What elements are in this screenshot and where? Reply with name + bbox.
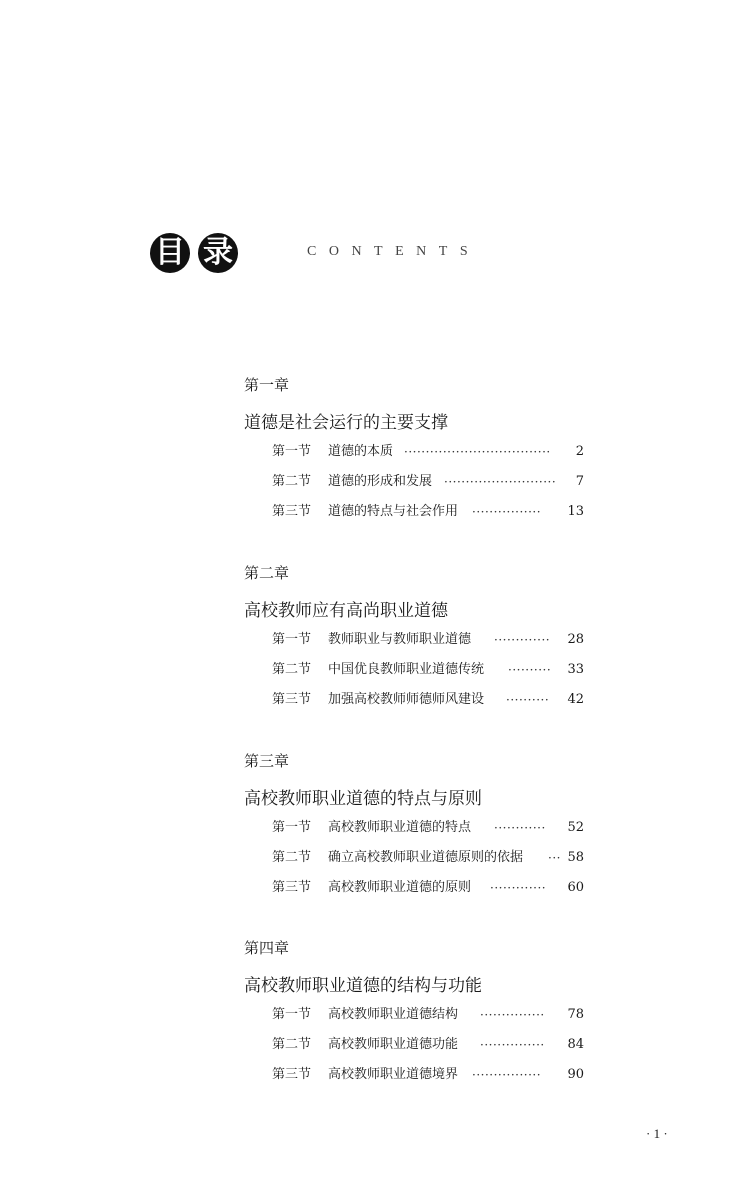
chapter-number: 第三章 [244,752,290,770]
page-number: 2 [575,444,584,459]
section-number: 第三节 [272,692,312,707]
page-number: 84 [567,1037,584,1052]
section-title: 高校教师职业道德的特点 [328,820,472,835]
section-title: 道德的特点与社会作用 [328,504,459,519]
page-number: 7 [575,474,584,489]
toc-entry[interactable] [272,1035,584,1055]
chapter-number: 第二章 [244,564,290,582]
toc-entry[interactable] [272,1065,584,1085]
chapter-4 [244,938,584,1082]
dot-leader: ··············· [480,1008,545,1022]
section-number: 第三节 [272,504,312,519]
dot-leader: ··· [548,851,561,865]
dot-leader: ············· [490,881,547,895]
section-number: 第一节 [272,444,312,459]
page-number: 28 [567,632,584,647]
dot-leader: ················ [472,1068,542,1082]
toc-title-char-2: 录 [198,233,238,273]
toc-header [150,228,238,278]
toc-entry[interactable] [272,660,584,680]
dot-leader: ·························· [444,475,557,489]
section-title: 道德的形成和发展 [328,474,433,489]
section-title: 高校教师职业道德功能 [328,1037,459,1052]
section-title: 道德的本质 [328,444,394,459]
section-number: 第二节 [272,662,312,677]
toc-entry[interactable] [272,818,584,838]
section-number: 第一节 [272,1007,312,1022]
section-title: 高校教师职业道德境界 [328,1067,459,1082]
section-number: 第三节 [272,1067,312,1082]
section-title: 加强高校教师师德师风建设 [328,692,485,707]
section-title: 高校教师职业道德结构 [328,1007,459,1022]
page-folio: · 1 · [646,1126,668,1141]
section-title: 高校教师职业道德的原则 [328,880,472,895]
section-number: 第二节 [272,850,312,865]
dot-leader: ············· [494,633,551,647]
dot-leader: ·········· [508,663,552,677]
chapter-number: 第四章 [244,939,290,957]
section-number: 第二节 [272,474,312,489]
page-number: 33 [567,662,584,677]
chapter-number: 第一章 [244,376,290,394]
dot-leader: ················ [472,505,542,519]
page-number: 13 [567,504,584,519]
toc-entry[interactable] [272,442,584,462]
toc-entry[interactable] [272,472,584,492]
chapter-2 [244,563,584,707]
chapter-3 [244,751,584,895]
chapter-title[interactable]: 高校教师应有高尚职业道德 [244,601,448,621]
section-number: 第一节 [272,632,312,647]
dot-leader: ·········· [506,693,550,707]
page-number: 90 [567,1067,584,1082]
toc-title-char-1: 目 [150,233,190,273]
dot-leader: ··············· [480,1038,545,1052]
section-title: 教师职业与教师职业道德 [328,632,472,647]
section-title: 中国优良教师职业道德传统 [328,662,485,677]
chapter-1 [244,375,584,519]
chapter-title[interactable]: 道德是社会运行的主要支撑 [244,413,448,433]
chapter-title[interactable]: 高校教师职业道德的特点与原则 [244,789,482,809]
toc-entry[interactable] [272,848,584,868]
toc-entry[interactable] [272,1005,584,1025]
contents-heading: CONTENTS [307,244,481,259]
section-number: 第二节 [272,1037,312,1052]
dot-leader: ············ [494,821,546,835]
section-number: 第三节 [272,880,312,895]
page-number: 78 [567,1007,584,1022]
page-number: 60 [567,880,584,895]
toc-entry[interactable] [272,502,584,522]
dot-leader: ·································· [404,445,551,459]
toc-entry[interactable] [272,630,584,650]
toc-entry[interactable] [272,878,584,898]
section-title: 确立高校教师职业道德原则的依据 [328,850,524,865]
toc-entry[interactable] [272,690,584,710]
page-number: 58 [567,850,584,865]
page-number: 52 [567,820,584,835]
page-number: 42 [567,692,584,707]
chapter-title[interactable]: 高校教师职业道德的结构与功能 [244,976,482,996]
section-number: 第一节 [272,820,312,835]
